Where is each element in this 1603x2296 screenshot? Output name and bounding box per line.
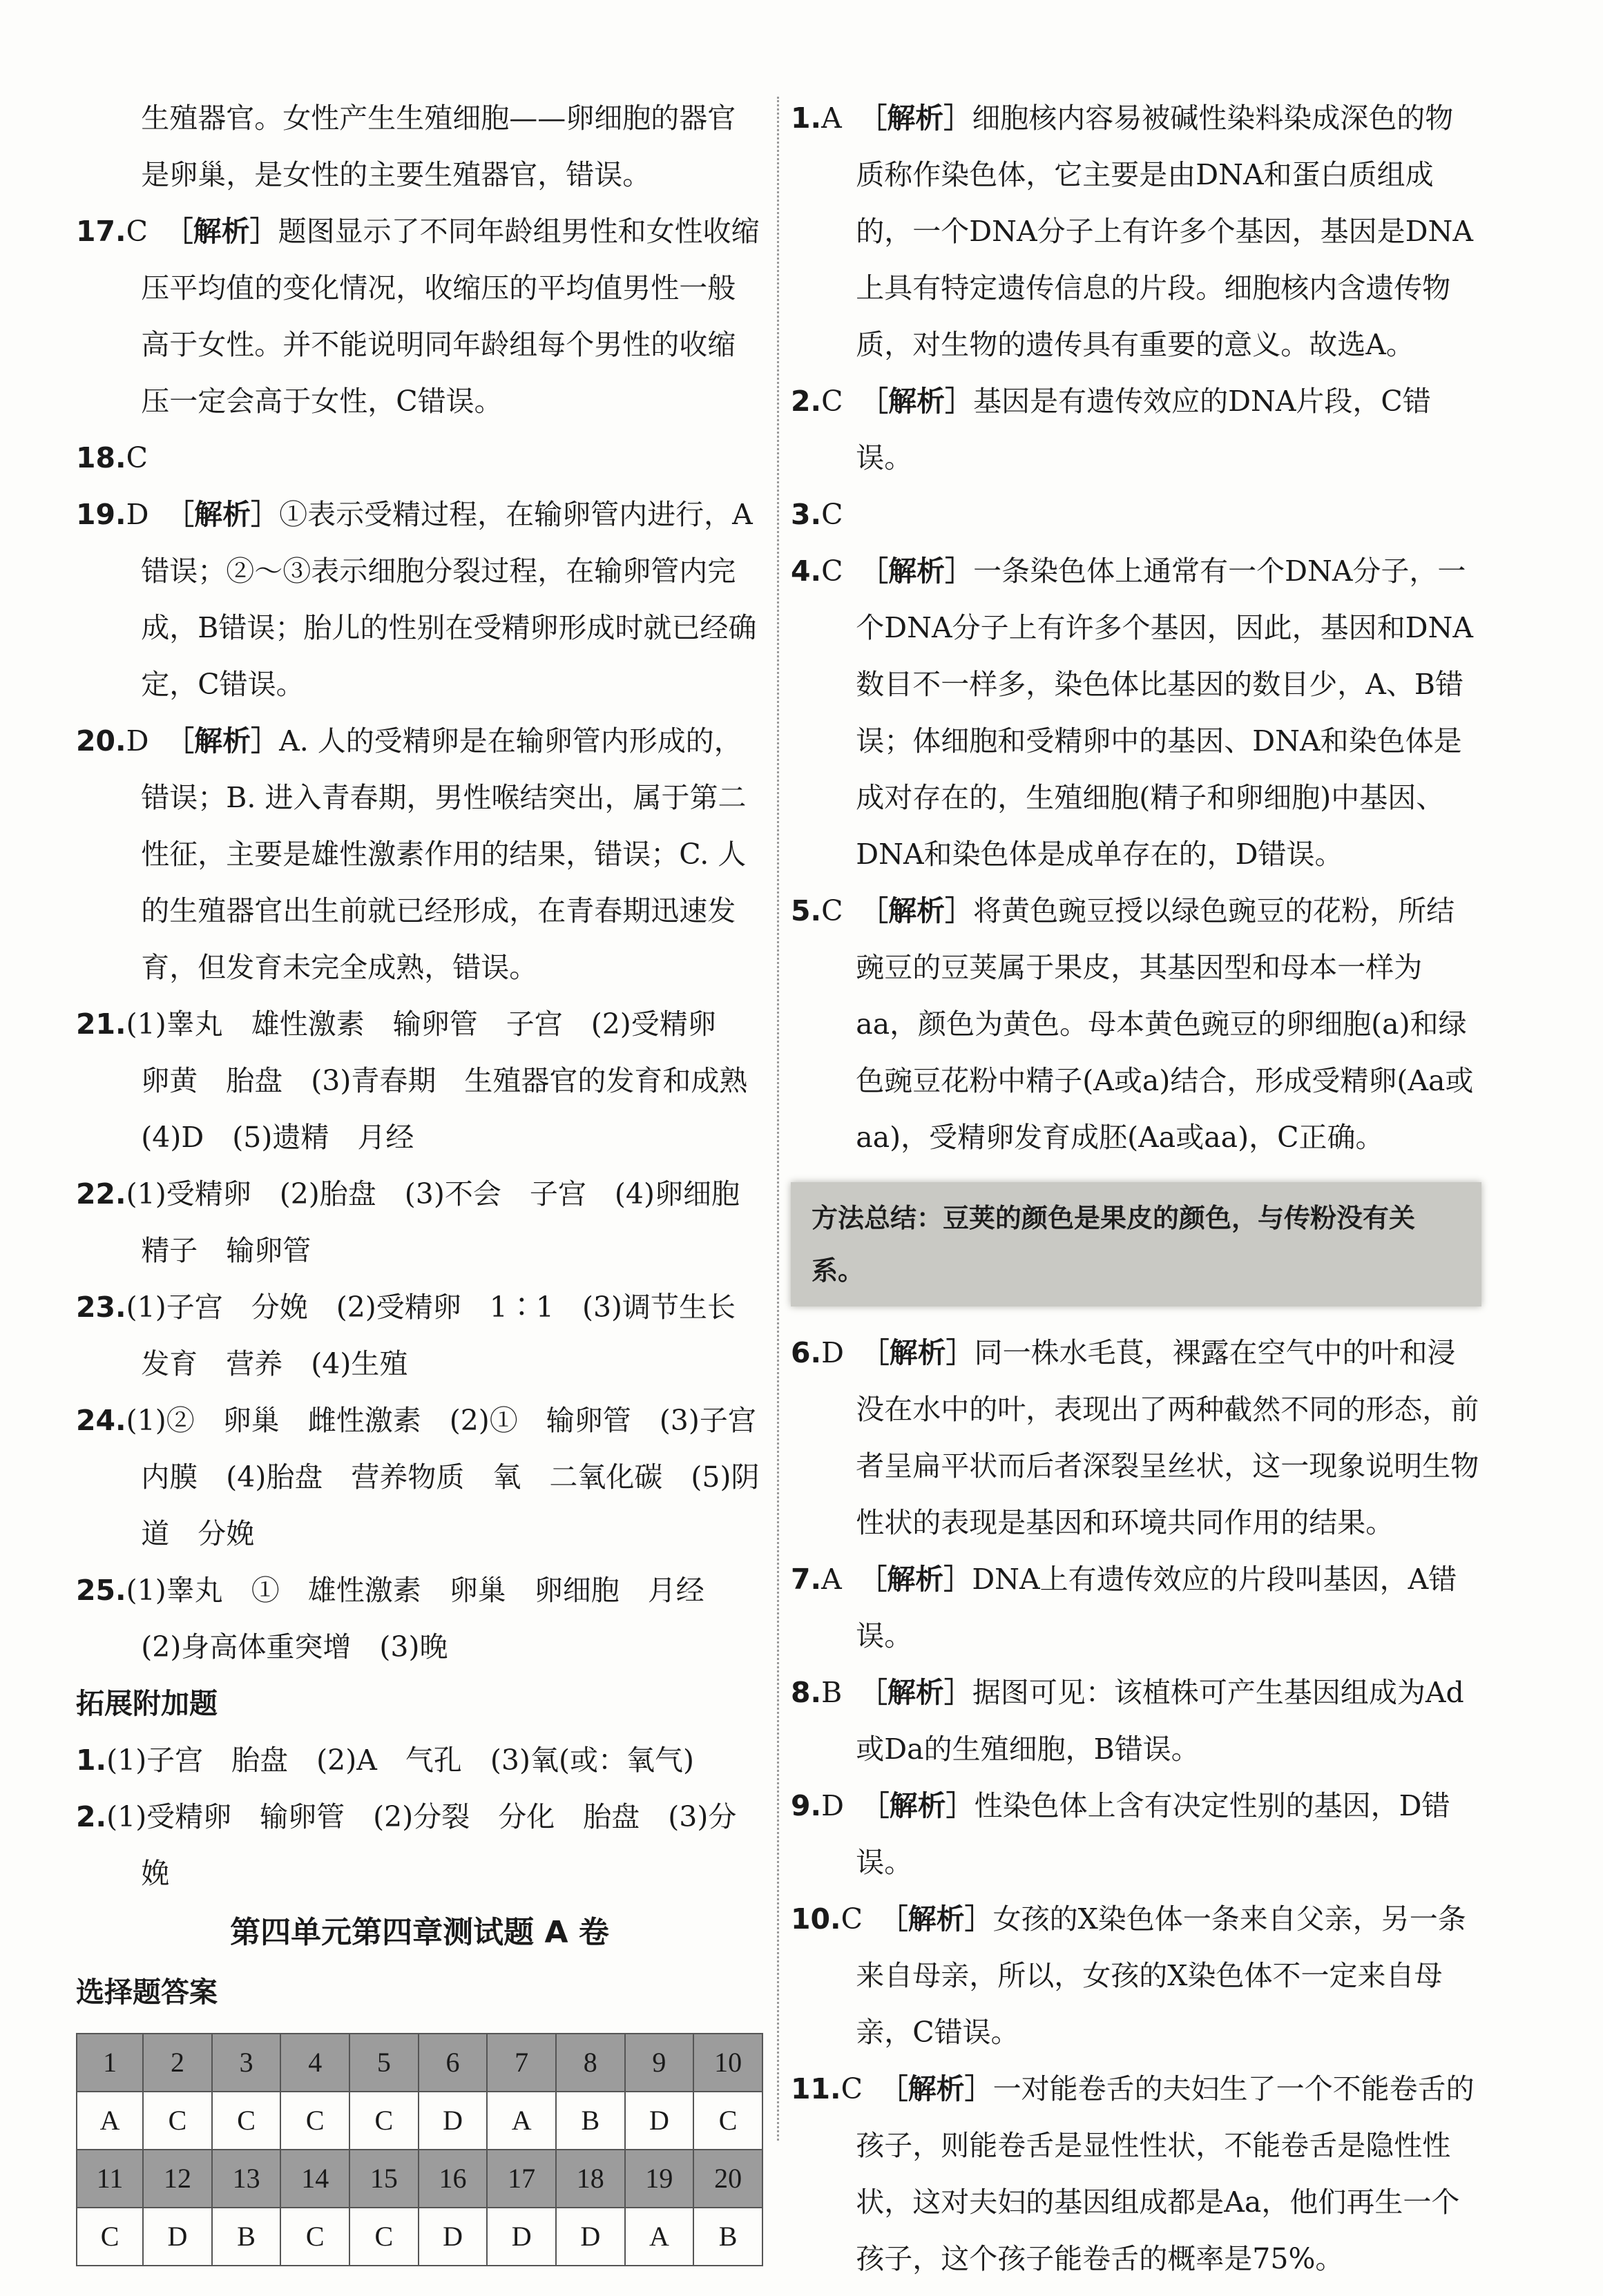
- item-text: (1)受精卵 输卵管 (2)分裂 分化 胎盘 (3)分娩: [106, 1800, 737, 1890]
- item-text: (1)子宫 胎盘 (2)A 气孔 (3)氧(或：氧气): [106, 1744, 694, 1777]
- question-number-cell: 1: [77, 2034, 143, 2092]
- answer-cell: C: [212, 2092, 281, 2150]
- column-divider: [777, 97, 779, 2141]
- item-text: 女孩的X染色体一条来自父亲，另一条来自母亲，所以，女孩的X染色体不一定来自母亲，C错误。: [856, 1902, 1466, 2049]
- item-text: A. 人的受精卵是在输卵管内形成的，错误；B. 进入青春期，男性喉结突出，属于第二性征，主要是雄性激素作用的结果，错误；C. 人的生殖器官出生前就已经形成，在青春期迅速发育，但发育未完全成熟，错误。: [141, 724, 747, 984]
- right-answer-list-a: [791, 90, 1481, 1166]
- item-number: 6.: [791, 1336, 822, 1369]
- item-text: DNA上有遗传效应的片段叫基因，A错误。: [856, 1563, 1457, 1652]
- item-text: (1)受精卵 (2)胎盘 (3)不会 子宫 (4)卵细胞 精子 输卵管: [126, 1177, 768, 1267]
- item-number: 9.: [791, 1789, 822, 1822]
- analysis-tag: ［解析］: [860, 894, 974, 927]
- answer-item: [791, 486, 1481, 543]
- answer-cell: C: [349, 2208, 419, 2266]
- item-text: 性染色体上含有决定性别的基因，D错误。: [856, 1789, 1450, 1879]
- answer-cell: C: [143, 2092, 212, 2150]
- item-text: 细胞核内容易被碱性染料染成深色的物质称作染色体，它主要是由DNA和蛋白质组成的，一个DNA分子上有许多个基因，基因是DNA上具有特定遗传信息的片段。细胞核内含遗传物质，对生物的遗传具有重要的意义。故选A。: [856, 102, 1474, 361]
- analysis-tag: ［解析］: [860, 554, 974, 588]
- answer-item: [791, 1777, 1481, 1891]
- item-number: 19.: [76, 498, 126, 531]
- item-text: (1)睾丸 ① 雄性激素 卵巢 卵细胞 月经 (2)身高体重突增 (3)晚: [126, 1574, 733, 1663]
- item-number: 10.: [791, 1902, 841, 1936]
- item-answer: C: [126, 441, 148, 474]
- analysis-tag: ［解析］: [858, 102, 972, 135]
- analysis-tag: ［解析］: [858, 1676, 972, 1709]
- item-number: 11.: [791, 2072, 841, 2105]
- method-summary-box: [791, 1182, 1481, 1306]
- answer-cell: A: [625, 2208, 694, 2266]
- answer-item: [76, 1279, 763, 1392]
- answer-cell: D: [556, 2208, 625, 2266]
- question-number-cell: 15: [349, 2150, 419, 2208]
- question-number-cell: 14: [280, 2150, 349, 2208]
- item-text: 据图可见：该植株可产生基因组成为Ad或Da的生殖细胞，B错误。: [856, 1676, 1464, 1766]
- item-number: 8.: [791, 1676, 822, 1709]
- item-answer: B: [821, 1676, 843, 1709]
- answer-item: [791, 543, 1481, 882]
- analysis-tag: ［解析］: [861, 1789, 975, 1822]
- item-answer: C: [126, 215, 148, 248]
- right-answer-list-b: [791, 1324, 1481, 2287]
- analysis-tag: ［解析］: [860, 385, 974, 418]
- item-number: 22.: [76, 1177, 126, 1210]
- question-number-cell: 3: [212, 2034, 281, 2092]
- item-text: (1)② 卵巢 雌性激素 (2)① 输卵管 (3)子宫内膜 (4)胎盘 营养物质 氧 二氧化碳 (5)阴道 分娩: [126, 1404, 760, 1550]
- method-summary-label: 方法总结：: [812, 1203, 943, 1233]
- question-number-cell: 10: [693, 2034, 762, 2092]
- question-number-cell: 5: [349, 2034, 419, 2092]
- answer-item: [791, 2061, 1481, 2287]
- item-number: 1.: [791, 102, 822, 135]
- item-text: 生殖器官。女性产生生殖细胞——卵细胞的器官是卵巢，是女性的主要生殖器官，错误。: [141, 102, 736, 191]
- answer-item: [791, 882, 1481, 1166]
- answer-cell: D: [625, 2092, 694, 2150]
- answer-item: [791, 1891, 1481, 2061]
- chapter-title: 第四单元第四章测试题 A 卷: [230, 1915, 609, 1950]
- item-number: 2.: [791, 385, 822, 418]
- item-answer: C: [841, 1902, 863, 1936]
- item-text: 将黄色豌豆授以绿色豌豆的花粉，所结豌豆的豆荚属于果皮，其基因型和母本一样为aa，颜色为黄色。母本黄色豌豆的卵细胞(a)和绿色豌豆花粉中精子(A或a)结合，形成受精卵(Aa或aa)，受精卵发育成胚(Aa或aa)，C正确。: [856, 894, 1474, 1154]
- table-answer-row: [77, 2092, 762, 2150]
- item-text: (1)睾丸 雄性激素 输卵管 子宫 (2)受精卵 卵黄 胎盘 (3)青春期 生殖器官的发育和成熟 (4)D (5)遗精 月经: [126, 1007, 776, 1154]
- answer-item: [76, 430, 763, 486]
- item-number: 7.: [791, 1563, 822, 1596]
- answer-item: [76, 486, 763, 713]
- answer-cell: C: [280, 2208, 349, 2266]
- answer-cell: C: [280, 2092, 349, 2150]
- answer-cell: B: [212, 2208, 281, 2266]
- item-answer: D: [126, 724, 149, 758]
- answer-item: [791, 1324, 1481, 1551]
- question-number-cell: 6: [419, 2034, 488, 2092]
- answer-cell: B: [693, 2208, 762, 2266]
- item-number: 23.: [76, 1291, 126, 1324]
- question-number-cell: 19: [625, 2150, 694, 2208]
- extra-answer-list: [76, 1732, 763, 1902]
- answer-cell: A: [487, 2092, 556, 2150]
- answer-table-title: 选择题答案: [76, 1976, 218, 2009]
- right-column: [791, 90, 1481, 2287]
- extra-section-title: 拓展附加题: [76, 1687, 218, 1720]
- item-text: 同一株水毛茛，裸露在空气中的叶和浸没在水中的叶，表现出了两种截然不同的形态，前者呈扁平状而后者深裂呈丝状，这一现象说明生物性状的表现是基因和环境共同作用的结果。: [856, 1336, 1479, 1539]
- item-number: 25.: [76, 1574, 126, 1607]
- question-number-cell: 4: [280, 2034, 349, 2092]
- question-number-cell: 11: [77, 2150, 143, 2208]
- analysis-tag: ［解析］: [858, 1563, 972, 1596]
- item-text: 一对能卷舌的夫妇生了一个不能卷舌的孩子，则能卷舌是显性性状，不能卷舌是隐性性状，这对夫妇的基因组成都是Aa，他们再生一个孩子，这个孩子能卷舌的概率是75%。: [856, 2072, 1475, 2275]
- item-answer: C: [821, 554, 843, 588]
- answer-item: [791, 1664, 1481, 1777]
- item-answer: D: [821, 1789, 844, 1822]
- item-number: 17.: [76, 215, 126, 248]
- answer-item: [76, 1392, 763, 1562]
- left-answer-list: [76, 90, 776, 1675]
- analysis-tag: ［解析］: [879, 1902, 993, 1936]
- answer-cell: C: [349, 2092, 419, 2150]
- answer-item: [76, 203, 763, 430]
- question-number-cell: 7: [487, 2034, 556, 2092]
- question-number-cell: 16: [419, 2150, 488, 2208]
- item-number: 24.: [76, 1404, 126, 1437]
- item-number: 3.: [791, 498, 822, 531]
- item-number: 4.: [791, 554, 822, 588]
- item-text: 题图显示了不同年龄组男性和女性收缩压平均值的变化情况，收缩压的平均值男性一般高于女性。并不能说明同年龄组每个男性的收缩压一定会高于女性，C错误。: [141, 215, 760, 418]
- analysis-tag: ［解析］: [164, 215, 278, 248]
- left-column: [76, 90, 776, 2266]
- item-number: 2.: [76, 1800, 107, 1833]
- item-text: ①表示受精过程，在输卵管内进行，A错误；②～③表示细胞分裂过程，在输卵管内完成，B错误；胎儿的性别在受精卵形成时就已经确定，C错误。: [141, 498, 757, 701]
- answer-cell: B: [556, 2092, 625, 2150]
- item-answer: C: [821, 385, 843, 418]
- answer-cell: C: [693, 2092, 762, 2150]
- analysis-tag: ［解析］: [166, 724, 280, 758]
- item-answer: C: [841, 2072, 863, 2105]
- answer-table: [76, 2033, 763, 2266]
- analysis-tag: ［解析］: [861, 1336, 975, 1369]
- item-text: 一条染色体上通常有一个DNA分子，一个DNA分子上有许多个基因，因此，基因和DNA数目不一样多，染色体比基因的数目少，A、B错误；体细胞和受精卵中的基因、DNA和染色体是成对存在的，生殖细胞(精子和卵细胞)中基因、DNA和染色体是成单存在的，D错误。: [856, 554, 1474, 871]
- item-text: (1)子宫 分娩 (2)受精卵 1∶1 (3)调节生长发育 营养 (4)生殖: [126, 1291, 736, 1380]
- answer-cell: D: [487, 2208, 556, 2266]
- item-answer: C: [821, 894, 843, 927]
- answer-item: [76, 1788, 763, 1902]
- item-text: 基因是有遗传效应的DNA片段，C错误。: [856, 385, 1431, 474]
- analysis-tag: ［解析］: [166, 498, 280, 531]
- item-answer: D: [821, 1336, 844, 1369]
- answer-item: [76, 713, 763, 996]
- question-number-cell: 2: [143, 2034, 212, 2092]
- answer-item: [76, 1562, 763, 1675]
- question-number-cell: 20: [693, 2150, 762, 2208]
- answer-item: [76, 1732, 763, 1788]
- answer-item: [76, 90, 763, 203]
- answer-item: [791, 90, 1481, 373]
- answer-item: [76, 1166, 768, 1279]
- answer-cell: C: [77, 2208, 143, 2266]
- item-number: 1.: [76, 1744, 107, 1777]
- item-answer: D: [126, 498, 149, 531]
- item-number: 5.: [791, 894, 822, 927]
- answer-item: [76, 996, 776, 1166]
- answer-cell: A: [77, 2092, 143, 2150]
- question-number-cell: 12: [143, 2150, 212, 2208]
- answer-cell: D: [419, 2092, 488, 2150]
- answer-item: [791, 373, 1481, 486]
- question-number-cell: 9: [625, 2034, 694, 2092]
- table-header-row: [77, 2150, 762, 2208]
- method-summary-text: 豆荚的颜色是果皮的颜色，与传粉没有关系。: [812, 1203, 1416, 1286]
- answer-cell: D: [419, 2208, 488, 2266]
- item-number: 21.: [76, 1007, 126, 1041]
- question-number-cell: 13: [212, 2150, 281, 2208]
- answer-cell: D: [143, 2208, 212, 2266]
- question-number-cell: 17: [487, 2150, 556, 2208]
- table-answer-row: [77, 2208, 762, 2266]
- item-number: 18.: [76, 441, 126, 474]
- item-number: 20.: [76, 724, 126, 758]
- table-header-row: [77, 2034, 762, 2092]
- item-answer: A: [821, 1563, 842, 1596]
- analysis-tag: ［解析］: [879, 2072, 993, 2105]
- item-answer: C: [821, 498, 843, 531]
- question-number-cell: 18: [556, 2150, 625, 2208]
- item-answer: A: [821, 102, 842, 135]
- answer-item: [791, 1551, 1481, 1664]
- question-number-cell: 8: [556, 2034, 625, 2092]
